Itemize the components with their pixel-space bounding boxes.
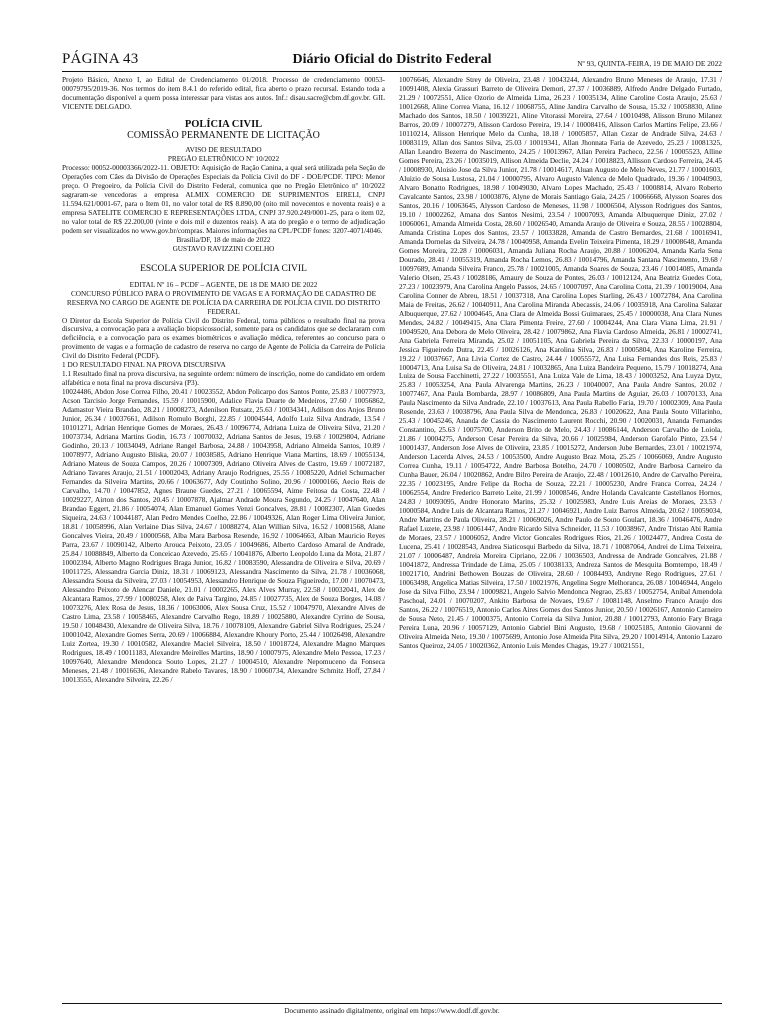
aviso-date: Brasília/DF, 18 de maio de 2022 [176, 235, 271, 244]
page-footer: Documento assinado digitalmente, original em https://www.dodf.df.gov.br. [62, 1003, 722, 1015]
candidate-list-left: 10024486, Abdon Jose Correa Filho, 20.41 / 10023552, Abdon Policarpo dos Santos Ponte, 25.83 / 10077973, Acson Tarcisio Jorge Fernandes, 15.59 / 10015900, Adalice Flavia Duarte de Medeiros, 27.60 / 10056862, Adamastor Vieira Brandao, 28.21 / 10008273, Adenilson Rutsatz, 25.63 / 10034341, Adilson dos Anjos Bruno Junior, 26.34 / 10037661, Adilson Romulo Borghi, 22.85 / 10004544, Adolfo Luiz Silva Andrade, 13.54 / 10101271, Adrian Henrique Gomes de Moraes, 26.43 / 10096774, Adriana Luiza de Oliveira Silva, 21.20 / 10073734, Adriana Martins Godin, 16.73 / 10070032, Adriana Santos de Jesus, 19.68 / 10029804, Adriane Godinho, 20.13 / 10034049, Adriane Rangel Barbosa, 24.88 / 10043958, Adriano Almeida Santos, 10.89 / 10078977, Adriano Augusto Bliska, 20.07 / 10038585, Adriano Henrique Viana Martins, 18.69 / 10055134, Adriano Mateus de Souza Campos, 20.26 / 10007309, Adriano Oliveira Alves de Castro, 19.69 / 10072187, Adriano Tavares Araujo, 21.51 / 10002043, Adriany Araujo Rodrigues, 25.55 / 10085220, Adriel Schumacher Fernandes da Silveira Martins, 20.66 / 10063677, Ady Coutinho Solino, 20.96 / 10000166, Aecio Reis de Carvalho, 14.70 / 10047852, Agnes Braune Guedes, 27.21 / 10065594, Aime Feitosa da Costa, 22.48 / 10029227, Airton dos Santos, 20.45 / 10007878, Ajalmar Andrade Moura Segundo, 24.25 / 10047640, Alan Brandao Eggert, 21.86 / 10054074, Alan Emanuel Gomes Venzi Goncalves, 28.81 / 10082307, Alan Guedes Siqueira, 24.63 / 10044187, Alan Pedro Mendes Coelho, 22.86 / 10049326, Alan Roger Lima Oliveira Junior, 18.81 / 10058996, Alan Verlaine Dias Silva, 24.67 / 10088274, Alan Willian Silva, 16.52 / 10081568, Alane Goncalves Vieira, 20.49 / 10000568, Alba Mara Barbosa Resende, 16.92 / 10064663, Alban Mauricio Reyes Parra, 23.67 / 10090142, Alberto Arouca Peixoto, 23.05 / 10049686, Alberto Cardoso Amaral de Andrade, 25.84 / 10088849, Alberto da Conceicao Azevedo, 25.65 / 10041876, Alberto Leopoldo Luna da Mota, 21.87 / 10002394, Alberto Magno Rodrigues Braga Junior, 16.82 / 10083590, Alessandra de Oliveira e Silva, 20.69 / 10011725, Alessandra Garcia Diniz, 18.31 / 10069123, Alessandra Nascimento da Silva, 21.78 / 10036068, Alessandra Sousa da Silveira, 27.03 / 10054953, Alessandro Henrique de Souza Figueiredo, 17.00 / 10070473, Alessandro Peixoto de Alencar Daniele, 21.01 / 10002265, Alex Alves Murray, 22.58 / 10032041, Alex de Alcantara Ramos, 27.99 / 10080258, Alex de Paiva Targino, 24.85 / 10027735, Alex de Souza Borges, 14.08 / 10073276, Alex Rosa de Jesus, 18.36 / 10063006, Alex Sousa Cruz, 15.52 / 10047970, Alexandre Alves de Castro Lima, 23.58 / 10058465, Alexandre Carvalho Rego, 18.89 / 10025880, Alexandre Cyrino de Sousa, 19.50 / 10048430, Alexandre de Oliveira Silva, 18.76 / 10078109, Alexandre Gabriel Silva Rodrigues, 25.24 / 10001042, Alexandre Gomes Serra, 20.69 / 10066884, Alexandre Khoury Porto, 25.44 / 10026498, Alexandre Luiz Zortea, 19.30 / 10010582, Alexandre Maciel Silveira, 18.50 / 10018724, Alexandre Magno Marques Rodrigues, 18.49 / 10011183, Alexandre Meirelles Martins, 18.90 / 10007975, Alexandre Melo Pessoa, 17.23 / 10097640, Alexandre Mendonca Souto Lopes, 21.27 / 10004510, Alexandre Nepomuceno da Fonseca Meneses, 21.48 / 10016636, Alexandre Rabelo Tavares, 18.90 / 10060734, Alexandre Schmitz Hoff, 27.84 / 10013555, Alexandre Silveira, 22.26 / [62, 388, 385, 684]
section-1-heading: 1 DO RESULTADO FINAL NA PROVA DISCURSIVA [62, 361, 226, 370]
columns [62, 76, 722, 986]
issue-date: Nº 93, QUINTA-FEIRA, 19 DE MAIO DE 2022 [577, 59, 722, 68]
publication-title: Diário Oficial do Distrito Federal [292, 52, 492, 67]
section-title-escola: ESCOLA SUPERIOR DE POLÍCIA CIVIL [140, 263, 307, 274]
right-column [399, 76, 722, 986]
candidate-list-right: 10076646, Alexandre Strey de Oliveira, 23.48 / 10043244, Alexandro Bruno Meneses de Araujo, 17.31 / 10091408, Alexia Grassuri Barreto de Oliveira Demori, 27.37 / 10036889, Alfredo Andre Delgado Furtado, 21.29 / 10072551, Alice Ozorio de Almeida Lima, 26.23 / 10035134, Aline Caroline Costa Araujo, 25.63 / 10012668, Aline Correa Viana, 16.12 / 10068755, Aline Jandira Carvalho de Sousa, 15.32 / 10058830, Aline Machado dos Santos, 18.50 / 10039221, Aline Vitorassi Moreira, 27.64 / 10010498, Alisson Bruno Milanez Barros, 20.09 / 10007279, Alisson Cardoso Pereira, 19.14 / 10008416, Alisson Carlos Martins Felipe, 23.66 / 10110214, Alisson Henrique Melo da Cunha, 18.18 / 10005857, Allan Cezar de Andrade Silva, 24.63 / 10083119, Allan dos Santos Silva, 25.03 / 10019341, Allan Jhonnata Faria de Azevedo, 25.23 / 10081325, Allan Leandro Bezerra do Nascimento, 24.25 / 10013967, Allan Pereira Pacheco, 22.56 / 10005523, Alline Gomes Pereira, 23.26 / 10035019, Allison Almeida Declie, 24.24 / 10018823, Allisson Cardoso Ferreira, 24.45 / 10008930, Aloisio Jose da Silva Junior, 21.78 / 10014617, Aluan Augusto de Melo Neves, 21.77 / 10001603, Aluizio de Sousa Lustosa, 21.04 / 10000795, Alvaro Augusto Valenca de Melo Quadrado, 19.36 / 10040903, Alvaro Bonatto Rodrigues, 18.98 / 10049030, Alvaro Lopes Machado, 25.43 / 10008814, Alvaro Roberto Cavalcante Santos, 23.98 / 10003876, Alyne de Morais Santiago Gaia, 24.25 / 10066668, Alysson Soares dos Santos, 20.16 / 10063645, Alysson Cardoso de Meneses, 11.98 / 10006504, Alysson Rodrigues dos Santos, 19.10 / 10002262, Amana dos Santos Nesimi, 23.54 / 10007093, Amanda Albuquerque Diniz, 27.02 / 10060061, Amanda Almeida Costa, 28.60 / 10026540, Amanda Araujo de Oliveira e Souza, 28.55 / 10028804, Amanda Cristina Lopes dos Santos, 23.57 / 10033828, Amanda de Castro Bernardes, 21.68 / 10016941, Amanda Dornelas da Silveira, 24.78 / 10040958, Amanda Evelin Teixeira Pimenta, 18.29 / 10008648, Amanda Gomes Moreira, 22.28 / 10006031, Amanda Juliana Rocha Araujo, 20.88 / 10006204, Amanda Karla Sena Dourado, 28.41 / 10055319, Amanda Rocha Lemos, 26.83 / 10014796, Amanda Santana Nascimento, 19.68 / 10097689, Amanda Silveira Franco, 25.78 / 10021005, Amanda Soares de Souza, 23.46 / 10014085, Amanda Valerio Olsen, 25.43 / 10028186, Amaury de Souza de Pontes, 26.03 / 10012124, Ana Beatriz Guedes Cota, 27.23 / 10023979, Ana Carolina Angelo Passos, 24.65 / 10007097, Ana Carolina Cotta, 21.39 / 10019004, Ana Carolina Conner de Abreu, 18.51 / 10037318, Ana Carolina Lopes Starling, 26.43 / 10072784, Ana Carolina Maia de Freitas, 26.62 / 10040911, Ana Carolina Miranda Abecassis, 24.06 / 10035918, Ana Carolina Salazar Albuquerque, 27.62 / 10004645, Ana Clara de Almeida Bossi Guimaraes, 25.45 / 10000038, Ana Clara Nunes Mendes, 24.82 / 10049415, Ana Clara Pimenta Freire, 27.60 / 10004244, Ana Clara Viana Lima, 21.91 / 10049520, Ana Debora de Melo Oliveira, 28.42 / 10079862, Ana Flavia Cardoso Almeida, 26.81 / 10002741, Ana Gabriela Ferreira Miranda, 25.02 / 10051105, Ana Gabriela Pereira da Silva, 22.33 / 10000197, Ana Jessica Figueiredo Dutra, 22.45 / 10026126, Ana Karolina Silva, 26.83 / 10005804, Ana Karoline Ferreira, 19.22 / 10037667, Ana Livia Cortez de Castro, 24.44 / 10055572, Ana Luisa Fernandes dos Reis, 25.83 / 10004713, Ana Luisa Sa de Oliveira, 24.81 / 10032865, Ana Luiza Bandeira Pequeno, 15.79 / 10018274, Ana Luiza de Sousa Facchinetti, 27.22 / 10035551, Ana Luiza Vale de Lima, 18.43 / 10003252, Ana Luyza Dytz, 25.83 / 10053254, Ana Paula Alvarenga Martins, 26.23 / 10040007, Ana Paula Andre Santos, 20.02 / 10077467, Ana Paula Bombarda, 28.97 / 10086809, Ana Paula Martins de Aguiar, 26.03 / 10070133, Ana Paula Nascimento da Silva Andrade, 22.10 / 10037613, Ana Paula Rabello Faria, 19.70 / 10002309, Ana Paula Resende, 23.63 / 10038796, Ana Paula Silva de Mendonca, 26.83 / 10020622, Ana Paula Souto Villarinho, 25.43 / 10045246, Ananda de Cassia do Nascimento Laurent Rocchi, 20.90 / 10020031, Ananda Fernandes Constantino, 25.63 / 10075700, Anderson Brito de Melo, 24.43 / 10086144, Anderson Carvalho de Loiola, 21.86 / 10004275, Anderson Cesar Pereira da Silva, 20.66 / 10025984, Anderson Garofalo Pinto, 23.54 / 10001437, Anderson Jose Alves de Oliveira, 23.85 / 10015272, Anderson Jube Bernardes, 23.01 / 10021974, Anderson Lacerda Alves, 24.53 / 10053500, Andre Augusto Braz Mota, 25.25 / 10066069, Andre Augusto Correa Cunha, 19.11 / 10054722, Andre Barbosa Botelho, 24.70 / 10080502, Andre Barbosa Carneiro da Cunha Bauer, 26.04 / 10020862, Andre Bilro Pereira de Araujo, 22.48 / 10012610, Andre de Carvalho Pereira, 22.35 / 10023195, Andre Felipe da Rocha de Souza, 22.21 / 10005230, Andre Franca Correa, 24.24 / 10062554, Andre Frederico Barreto Leite, 21.99 / 10008546, Andre Holanda Cavalcante Castellanos Hornos, 24.83 / 10093095, Andre Honorato Marins, 25.32 / 10025983, Andre Luis Areias de Moraes, 23.53 / 10000584, Andre Luis de Alcantara Ramos, 21.27 / 10046921, Andre Luiz Barros Almeida, 20.62 / 10059034, Andre Martins de Paula Oliveira, 28.21 / 10069026, Andre Paulo de Souto Goulart, 18.36 / 10046476, Andre Rafael Luzete, 23.98 / 10061447, Andre Ricardo Silva Schneider, 11.53 / 10038967, Andre Tristao Abi Ramia de Moraes, 23.57 / 10006052, Andre Victor Goncales Rodrigues Rios, 21.26 / 10024477, Andrea Costa de Lucena, 25.41 / 10028543, Andrea Siaticosqui Barbedo da Silva, 18.71 / 10087064, Andrei de Lima Teixeira, 21.07 / 10006487, Andreia Moreira Cipriano, 22.06 / 10036503, Andressa de Andrade Goncalves, 21.88 / 10041872, Andressa Trindade de Lima, 25.05 / 10038133, Andreza Santos de Mesquita Bomtempo, 18.49 / 10021710, Andrini Bethowen Bouzas de Oliveira, 28.60 / 10084493, Andryne Rego Rodrigues, 27.61 / 10063498, Angelica Matias Silveira, 17.50 / 10021976, Angelina Segre Melhoranca, 26.08 / 10046944, Angelo Jose da Silva Filho, 23.94 / 10009821, Angelo Salvio Mendonca Negrao, 25.83 / 10052754, Anibal Amendola Paschoal, 24.01 / 10070207, Ankito Barbosa de Novaes, 19.67 / 10081148, Anselmo Franco Araujo dos Santos, 26.22 / 10076519, Antonio Carlos Aires Gomes dos Santos Junior, 20.50 / 10026167, Antonio Carneiro de Sousa Neto, 21.45 / 10000375, Antonio Correia da Silva Junior, 20.88 / 10012793, Antonio Fary Braga Pereira Luna, 20.96 / 10057129, Antonio Gabriel Bini Augusto, 19.68 / 10025185, Antonio Giovanni de Oliveira Almeida Neto, 19.30 / 10075699, Antonio Jose Almeida Pita Silva, 29.20 / 10014914, Antonio Lazaro Santos Queiroz, 24.05 / 10020362, Antonio Luis Mendes Chagas, 19.27 / 10021551, [399, 76, 722, 651]
page-number: PÁGINA 43 [62, 51, 139, 67]
aviso-subtitle: PREGÃO ELETRÔNICO Nº 10/2022 [167, 154, 280, 163]
aviso-signature: GUSTAVO RAVIZZINI COELHO [172, 244, 275, 253]
edital-heading: EDITAL Nº 16 – PCDF – AGENTE, DE 18 DE MAIO DE 2022 [129, 280, 318, 289]
edital-title: CONCURSO PÚBLICO PARA O PROVIMENTO DE VAGAS E A FORMAÇÃO DE CADASTRO DE RESERVA NO CARGO DE AGENTE DE POLÍCIA DA CARREIRA DE POLÍCIA CIVIL DO DISTRITO FEDERAL [66, 289, 381, 316]
section-subtitle-cpl: COMISSÃO PERMANENTE DE LICITAÇÃO [127, 130, 320, 142]
section-1-1: 1.1 Resultado final na prova discursiva, na seguinte ordem: número de inscrição, nome do candidato em ordem alfabética e nota final na prova discursiva (P3). [62, 370, 385, 388]
aviso-title: AVISO DE RESULTADO [185, 145, 262, 154]
section-title-policia-civil: POLÍCIA CIVIL [184, 118, 263, 130]
page-header [62, 46, 722, 72]
intro-paragraph: Projeto Básico, Anexo I, ao Edital de Credenciamento 01/2018. Processo de credenciamento 00053-00079795/2019-36. Nos termos do item 8.4.1 do referido edital, fica aberto o prazo recursal. Estando toda a documentação disponível a quem possa interessar para vistas aos autos. Inf.: disau.sacre@cbm.df.gov.br. GIL VICENTE DELGADO. [62, 76, 385, 111]
edital-intro: O Diretor da Escola Superior de Polícia Civil do Distrito Federal, torna públicos o resultado final na prova discursiva, a convocação para a avaliação biopsicossocial, somente para os candidatos que se declararam com deficiência, e a convocação para os exames biométricos e avaliação médica, referentes ao concurso para o provimento de vagas e a formação de cadastro de reserva no cargo de Agente de Polícia da Carreira de Polícia Civil do Distrito Federal (PCDF). [62, 316, 385, 361]
aviso-body: Processo: 00052-00003366/2022-11. OBJETO: Aquisição de Ração Canina, a qual será utilizada pela Seção de Operações com Cães da Divisão de Operações Especiais da Polícia Civil do DF - DOE/PCDF. TIPO: Menor preço. O Pregoeiro, da Polícia Civil do Distrito Federal, comunica que no Pregão Eletrônico nº 10/2022 sagraram-se vencedoras a empresa ALMIX COMERCIO DE SUPRIMENTOS EIRELI, CNPJ 11.594.621/0001-67, para o Item 01, no valor total de R$ 8.890,00 (oito mil novecentos e noventa reais) e a empresa SATELITE COMERCIO E REPRESENTAÇÕES LTDA, CNPJ 37.920.249/0001-25, para o item 02, no valor total de R$ 22.200,00 (vinte e dois mil e duzentos reais). A ata do pregão e o termo de adjudicação podem ser visualizados no www.gov.br/compras. Maiores informações na CPL/PCDF fones: 3207-4071/4046. [62, 163, 385, 235]
left-column [62, 76, 385, 986]
